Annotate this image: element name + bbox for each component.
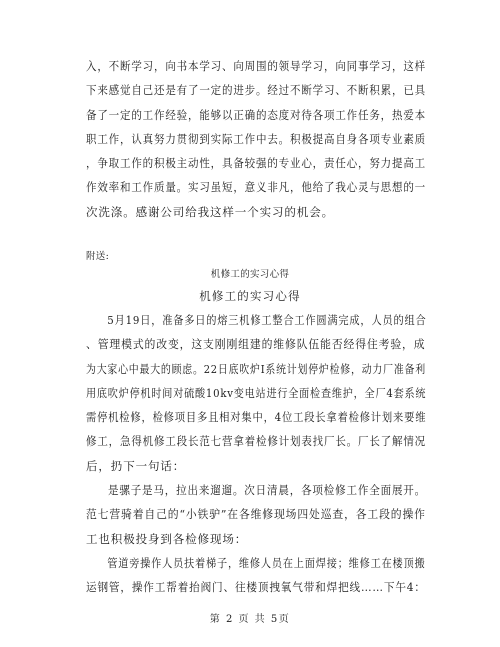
text-line: 次洗涤。感谢公司给我这样一个实习的机会。 bbox=[86, 204, 334, 219]
text-line: 、管理模式的改变，这支刚刚组建的维修队伍能否经得住考验，成 bbox=[86, 337, 426, 352]
text-line: 下来感觉自己还是有了一定的进步。经过不断学习、不断积累，已具 bbox=[86, 83, 427, 98]
page-footer: 第 2 页 共 5页 bbox=[209, 614, 291, 625]
small-title: 机修工的实习心得 bbox=[210, 269, 290, 280]
text-line: 需停机检修，检修项目多且相对集中，4位工段长拿着检修计划来要维 bbox=[86, 410, 427, 425]
text-line: 工也积极投身到各检修现场： bbox=[86, 531, 248, 546]
text-line: 管道旁操作人员扶着梯子，维修人员在上面焊接；维修工在楼顶搬 bbox=[107, 555, 426, 570]
section-title: 机修工的实习心得 bbox=[199, 289, 301, 303]
paragraph-section-1 bbox=[86, 54, 427, 224]
text-line: 备了一定的工作经验，能够以正确的态度对待各项工作任务，热爱本 bbox=[86, 107, 427, 122]
text-line: 作效率和工作质量。实习虽短，意义非凡，他给了我心灵与思想的一 bbox=[86, 180, 427, 195]
text-line: 为大家心中最大的顾虑。22日底吹炉I系统计划停炉检修，动力厂准备利 bbox=[86, 361, 426, 376]
text-line: 入，不断学习，向书本学习、向周围的领导学习，向同事学习，这样 bbox=[86, 59, 427, 73]
text-line: 范七营骑着自己的“小铁驴”在各维修现场四处巡查，各工段的操作 bbox=[86, 507, 426, 522]
text-line: 是骡子是马，拉出来遛遛。次日清晨，各项检修工作全面展开。 bbox=[107, 483, 427, 498]
text-line: 后，扔下一句话： bbox=[86, 458, 186, 473]
text-line: 用底吹炉停机时间对硫酸10kv变电站进行全面检查维护，全厂4套系统 bbox=[86, 385, 427, 400]
appendix-label: 附送: bbox=[86, 251, 110, 262]
text-line: 修工，急得机修工段长范七营拿着检修计划表找厂长。厂长了解情况 bbox=[86, 434, 427, 449]
text-line: 运钢管，操作工帮着抬阀门、往楼顶拽氧气带和焊把线……下午4： bbox=[86, 580, 426, 595]
text-line: ，争取工作的积极主动性，具备较强的专业心，责任心，努力提高工 bbox=[86, 156, 427, 171]
text-line: 职工作，认真努力贯彻到实际工作中去。积极提高自身各项专业素质 bbox=[86, 131, 427, 146]
paragraph-section-2 bbox=[86, 308, 427, 600]
text-line: 5月19日，准备多日的熔三机修工整合工作圆满完成，人员的组合 bbox=[107, 313, 427, 327]
